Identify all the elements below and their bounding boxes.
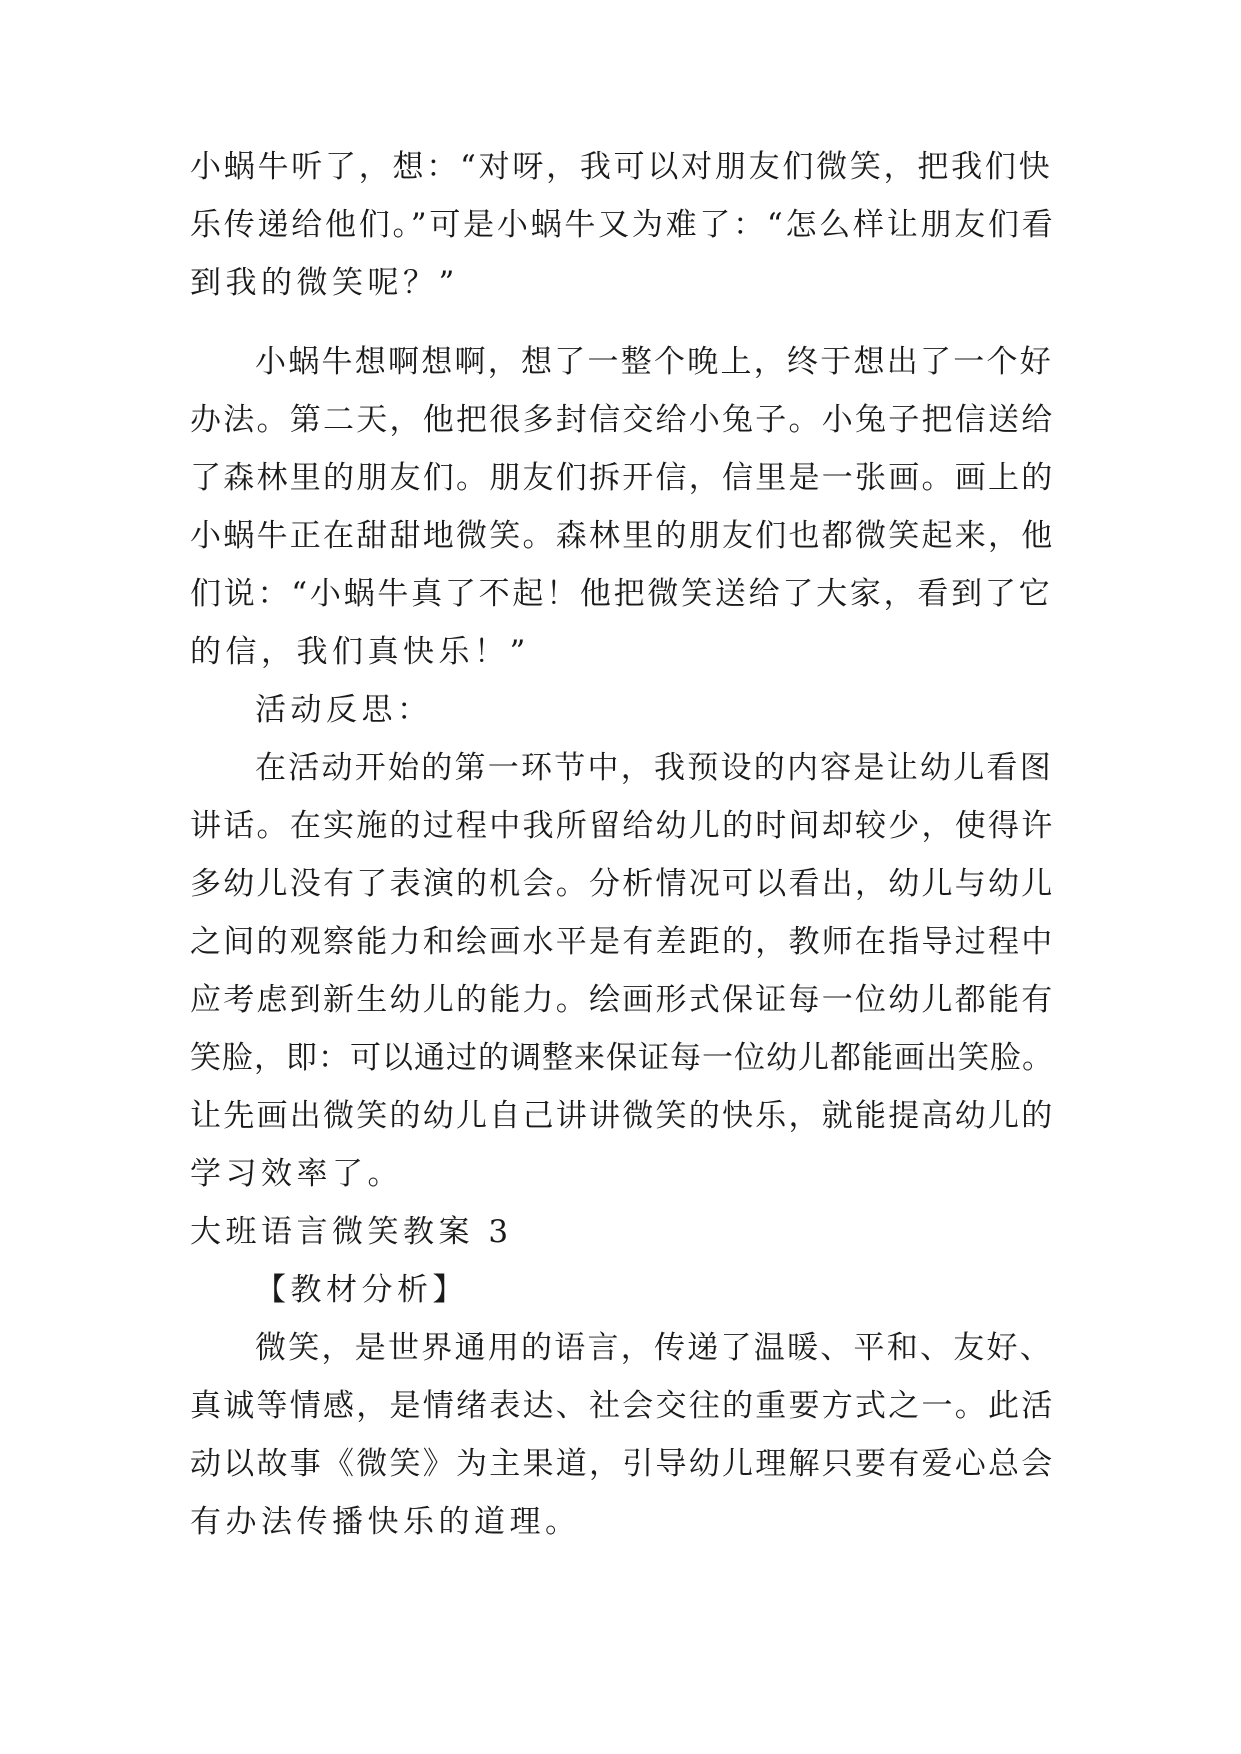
- paragraph-line: 乐传递给他们。”可是小蜗牛又为难了：“怎么样让朋友们看: [190, 207, 1056, 243]
- section-heading: 活动反思：: [255, 692, 433, 728]
- paragraph-line: 小蜗牛听了，想：“对呀，我可以对朋友们微笑，把我们快: [190, 149, 1053, 185]
- paragraph-line: 笑脸，即：可以通过的调整来保证每一位幼儿都能画出笑脸。: [190, 1040, 1054, 1076]
- document-title: 大班语言微笑教案 3: [190, 1214, 513, 1250]
- section-heading: 【教材分析】: [255, 1272, 468, 1308]
- paragraph-line: 在活动开始的第一环节中，我预设的内容是让幼儿看图: [255, 750, 1053, 786]
- paragraph-line: 了森林里的朋友们。朋友们拆开信，信里是一张画。画上的: [190, 460, 1055, 496]
- paragraph-line: 小蜗牛正在甜甜地微笑。森林里的朋友们也都微笑起来，他: [190, 518, 1055, 554]
- paragraph-line: 多幼儿没有了表演的机会。分析情况可以看出，幼儿与幼儿: [190, 866, 1055, 902]
- paragraph-line: 有办法传播快乐的道理。: [190, 1504, 581, 1540]
- paragraph-line: 之间的观察能力和绘画水平是有差距的，教师在指导过程中: [190, 924, 1055, 960]
- paragraph-line: 真诚等情感，是情绪表达、社会交往的重要方式之一。此活: [190, 1388, 1055, 1424]
- paragraph-line: 应考虑到新生幼儿的能力。绘画形式保证每一位幼儿都能有: [190, 982, 1055, 1018]
- paragraph-line: 的信，我们真快乐！”: [190, 634, 530, 670]
- paragraph-line: 动以故事《微笑》为主果道，引导幼儿理解只要有爱心总会: [190, 1446, 1055, 1482]
- paragraph-line: 微笑，是世界通用的语言，传递了温暖、平和、友好、: [255, 1330, 1053, 1366]
- paragraph-line: 讲话。在实施的过程中我所留给幼儿的时间却较少，使得许: [190, 808, 1055, 844]
- paragraph-line: 办法。第二天，他把很多封信交给小兔子。小兔子把信送给: [190, 402, 1055, 438]
- paragraph-line: 小蜗牛想啊想啊，想了一整个晚上，终于想出了一个好: [255, 344, 1053, 380]
- paragraph-line: 让先画出微笑的幼儿自己讲讲微笑的快乐，就能提高幼儿的: [190, 1098, 1055, 1134]
- paragraph-line: 们说：“小蜗牛真了不起！他把微笑送给了大家，看到了它: [190, 576, 1053, 612]
- paragraph-line: 到我的微笑呢？”: [190, 265, 459, 301]
- paragraph-line: 学习效率了。: [190, 1156, 403, 1192]
